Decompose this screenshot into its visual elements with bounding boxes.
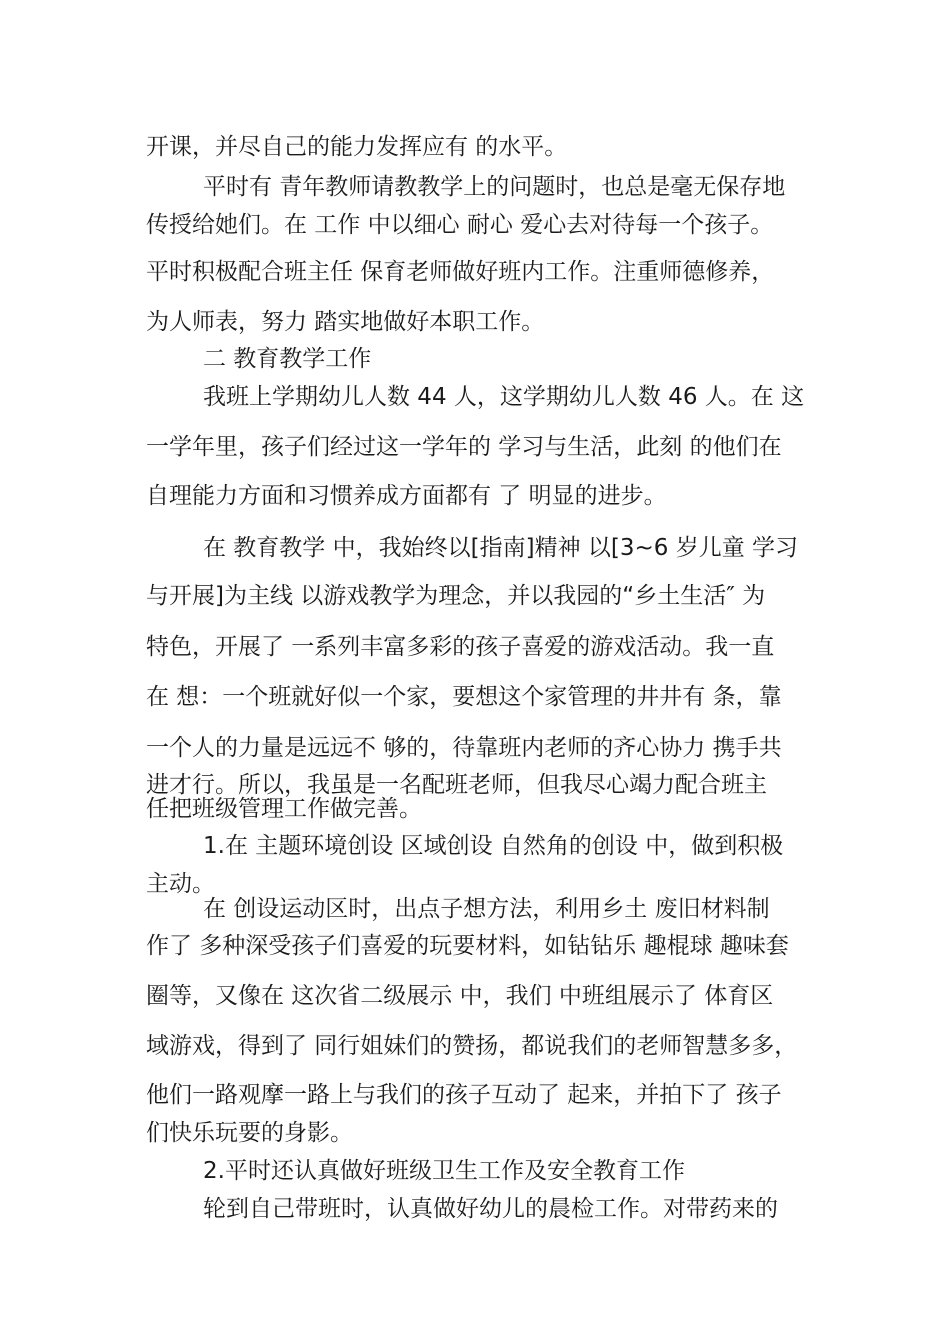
text-line: 自理能力方面和习惯养成方面都有 了 明显的进步。	[146, 483, 667, 509]
text-line: 轮到自己带班时，认真做好幼儿的晨检工作。对带药来的	[203, 1196, 778, 1222]
text-line: 为人师表，努力 踏实地做好本职工作。	[146, 309, 545, 335]
text-line: 特色，开展了 一系列丰富多彩的孩子喜爱的游戏活动。我一直	[146, 634, 775, 660]
section-heading: 二 教育教学工作	[203, 346, 372, 372]
text-line: 域游戏，得到了 同行姐妹们的赞扬，都说我们的老师智慧多多，	[146, 1033, 798, 1059]
numbered-heading: 1.在 主题环境创设 区域创设 自然角的创设 中，做到积极	[203, 833, 784, 859]
text-line: 我班上学期幼儿人数 44 人，这学期幼儿人数 46 人。在 这	[203, 384, 805, 410]
text-line: 一学年里，孩子们经过这一学年的 学习与生活，此刻 的他们在	[146, 434, 782, 460]
text-line: 圈等，又像在 这次省二级展示 中，我们 中班组展示了 体育区	[146, 983, 774, 1009]
text-line: 他们一路观摩一路上与我们的孩子互动了 起来，并拍下了 孩子	[146, 1082, 782, 1108]
text-line: 进才行。所以，我虽是一名配班老师，但我尽心竭力配合班主	[146, 772, 767, 798]
text-line: 平时有 青年教师请教教学上的问题时，也总是毫无保存地	[203, 174, 786, 200]
text-line: 一个人的力量是远远不 够的，待靠班内老师的齐心协力 携手共	[146, 735, 782, 761]
text-line: 们快乐玩要的身影。	[146, 1120, 353, 1146]
text-line: 开课，并尽自己的能力发挥应有 的水平。	[146, 134, 568, 160]
text-line: 任把班级管理工作做完善。	[146, 796, 422, 822]
text-line: 作了 多种深受孩子们喜爱的玩要材料，如钻钻乐 趣棍球 趣味套	[146, 933, 789, 959]
text-line: 平时积极配合班主任 保育老师做好班内工作。注重师德修养，	[146, 259, 775, 285]
text-line: 与开展]为主线 以游戏教学为理念，并以我园的“乡土生活″ 为	[146, 583, 766, 609]
text-line: 在 教育教学 中，我始终以[指南]精神 以[3~6 岁儿童 学习	[203, 535, 799, 561]
text-line: 在 想：一个班就好似一个家，要想这个家管理的井井有 条，靠	[146, 684, 782, 710]
text-line: 传授给她们。在 工作 中以细心 耐心 爱心去对待每一个孩子。	[146, 212, 774, 238]
numbered-heading: 2.平时还认真做好班级卫生工作及安全教育工作	[203, 1158, 685, 1184]
text-line: 在 创设运动区时，出点子想方法，利用乡土 废旧材料制	[203, 896, 770, 922]
text-line: 主动。	[146, 871, 215, 897]
